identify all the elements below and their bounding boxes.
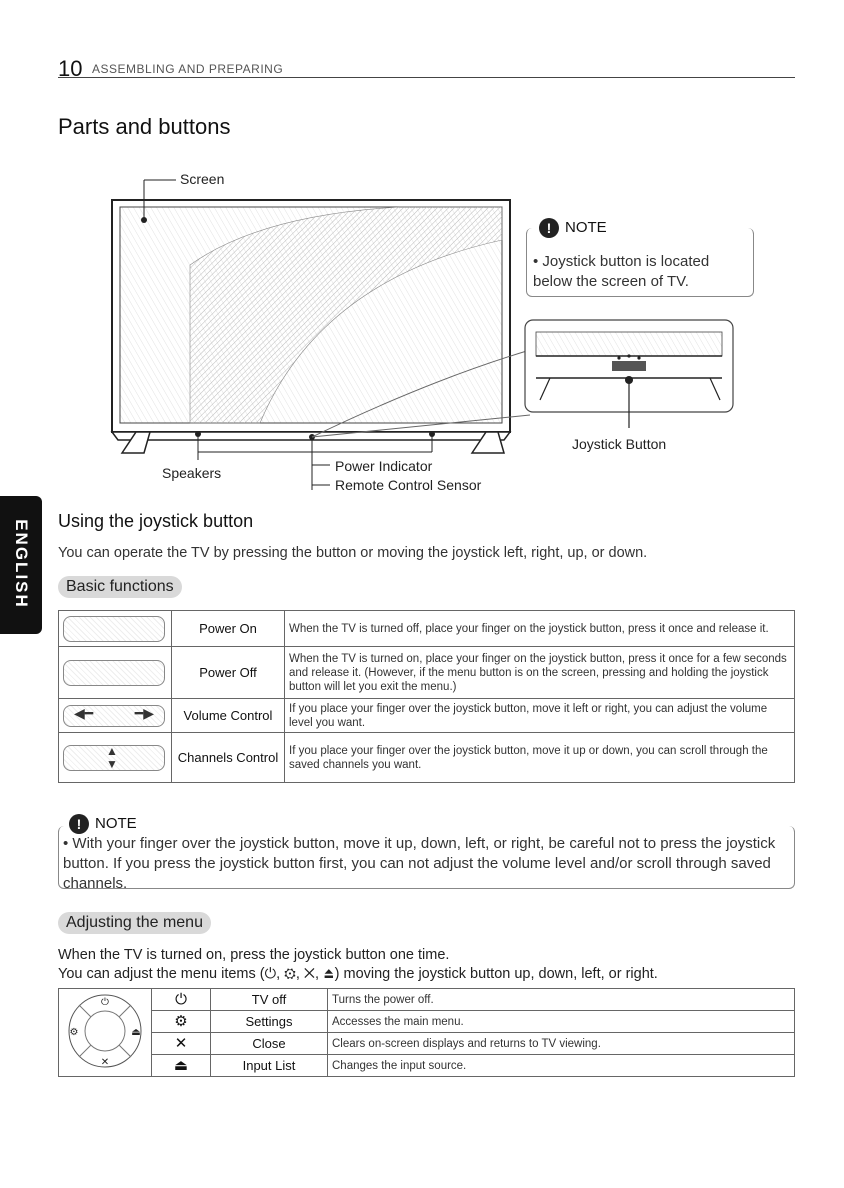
function-desc: If you place your finger over the joystick button, move it up or down, you can scroll through the saved channels you want. [285,733,795,783]
adjusting-menu-tag-wrap [58,912,211,934]
gear-icon: ⚙ [152,1011,211,1033]
function-name: Power Off [172,647,285,699]
function-name: Volume Control [172,699,285,733]
table-row [59,1055,795,1077]
adjusting-menu-tag: Adjusting the menu [58,912,211,934]
menu-item-desc: Turns the power off. [328,989,795,1011]
svg-text:⏻: ⏻ [101,996,109,1008]
svg-text:⚙: ⚙ [69,1026,79,1038]
menu-item-name: Close [211,1033,328,1055]
function-desc: If you place your finger over the joystick button, move it left or right, you can adjust the volume level you want. [285,699,795,733]
table-row [59,611,795,647]
menu-items-table [58,988,795,1077]
language-side-tab-label: ENGLISH [12,519,31,609]
note-text: • With your finger over the joystick button, move it up, down, left, or right, be careful not to press the joystick button. If you press the joystick button first, you can not adjust the volume level and/or scroll through saved channels. [63,835,776,892]
joystick-up-down-icon: ▲ ▼ [63,745,165,771]
speakers-label: Speakers [162,465,222,481]
remote-sensor-label: Remote Control Sensor [335,477,482,493]
power-icon: ⏻ [152,989,211,1011]
function-name: Power On [172,611,285,647]
menu-item-desc: Clears on-screen displays and returns to TV viewing. [328,1033,795,1055]
svg-text:✕: ✕ [100,1056,110,1068]
menu-item-desc: Changes the input source. [328,1055,795,1077]
joystick-left-right-icon: ◀━ ━▶ [63,705,165,727]
header-rule [58,77,795,78]
menu-instruction-1: When the TV is turned on, press the joystick button one time. [58,947,450,963]
joystick-hold-icon [63,660,165,686]
note-box-joystick-location [526,218,754,297]
section-header: ASSEMBLING AND PREPARING [92,62,284,76]
joystick-menu-diagram [65,991,145,1071]
section-title-joystick: Using the joystick button [58,511,254,531]
note-title: NOTE [95,814,137,832]
function-desc: When the TV is turned on, place your finger on the joystick button, press it once for a few seconds and release it. (However, if the menu button is on the screen, pressing and holding the joystick button will let you exit the menu.) [285,647,795,699]
page-number: 10 [58,56,83,81]
table-row [59,1011,795,1033]
power-indicator-label: Power Indicator [335,458,433,474]
note-box-joystick-usage [58,814,795,892]
basic-functions-tag: Basic functions [58,576,182,598]
function-desc: When the TV is turned off, place your finger on the joystick button, press it once and release it. [285,611,795,647]
joystick-button-label: Joystick Button [572,436,667,452]
warning-icon: ! [69,814,89,834]
svg-text:⏏: ⏏ [131,1026,141,1038]
menu-item-name: TV off [211,989,328,1011]
basic-functions-tag-wrap [58,576,182,598]
tv-diagram [100,160,800,500]
table-row [59,699,795,733]
table-row [59,989,795,1011]
screen-label: Screen [180,171,225,187]
table-row [59,647,795,699]
note-text: • Joystick button is located below the screen of TV. [533,253,710,290]
basic-functions-table [58,610,795,783]
menu-item-desc: Accesses the main menu. [328,1011,795,1033]
input-icon: ⏏ [152,1055,211,1077]
note-title: NOTE [565,218,607,236]
close-icon: ✕ [152,1033,211,1055]
menu-instruction-2: You can adjust the menu items (⏻, ⚙, ✕, ⏏) moving the joystick button up, down, left, or right. [58,966,658,982]
table-row [59,733,795,783]
section-intro: You can operate the TV by pressing the button or moving the joystick left, right, up, or down. [58,545,648,561]
warning-icon: ! [539,218,559,238]
language-side-tab [0,496,42,634]
function-name: Channels Control [172,733,285,783]
table-row [59,1033,795,1055]
menu-item-name: Input List [211,1055,328,1077]
menu-item-name: Settings [211,1011,328,1033]
joystick-press-icon [63,616,165,642]
page-title: Parts and buttons [58,114,231,139]
